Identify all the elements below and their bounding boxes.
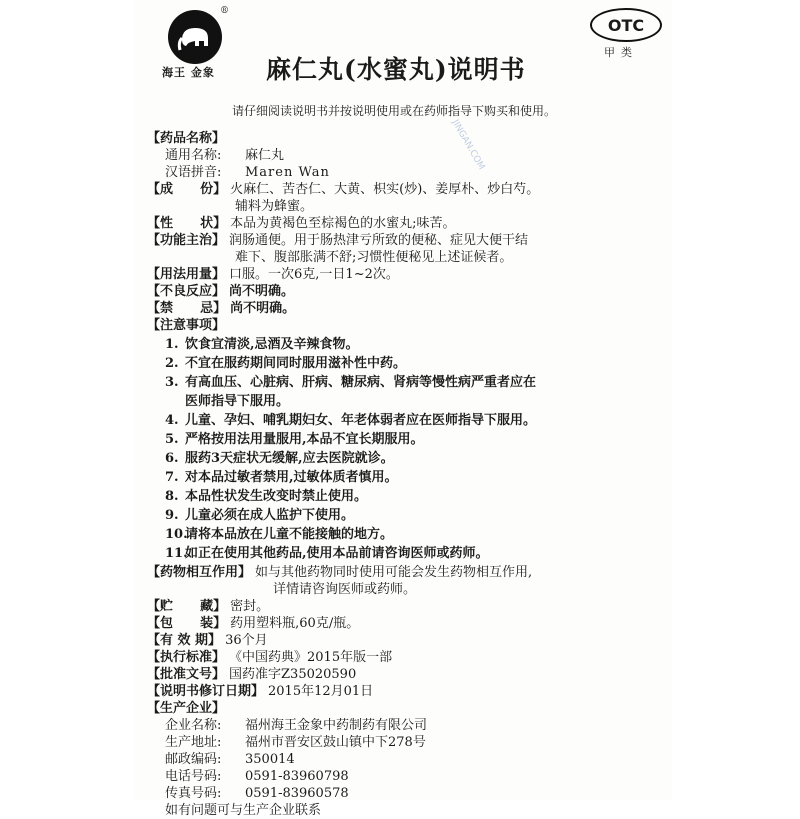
generic-name-label: 通用名称:	[165, 148, 222, 163]
contraindication-value: 尚不明确。	[230, 301, 296, 316]
precaution-number: 7.	[165, 470, 179, 485]
registered-mark: ®	[220, 6, 229, 16]
precaution-item	[147, 450, 667, 467]
precaution-text: 服药3天症状无缓解,应去医院就诊。	[185, 451, 394, 466]
precaution-item	[147, 393, 667, 410]
leaflet-body	[147, 130, 667, 819]
manufacturer-field	[147, 717, 667, 734]
validity-heading: 【有 效 期】	[147, 633, 222, 648]
precaution-item	[147, 431, 667, 448]
usage-warning: 请仔细阅读说明书并按说明使用或在药师指导下购买和使用。	[232, 104, 557, 118]
composition-value: 火麻仁、苦杏仁、大黄、枳实(炒)、姜厚朴、炒白芍。	[230, 182, 540, 197]
character-heading: 【性 状】	[147, 216, 227, 231]
adverse-value: 尚不明确。	[229, 284, 295, 299]
interaction-value-2: 详情请咨询医师或药师。	[273, 582, 417, 597]
pinyin-value: Maren Wan	[245, 165, 330, 180]
precaution-item	[147, 355, 667, 372]
otc-badge: OTC	[590, 8, 662, 42]
revision-date-value: 2015年12月01日	[268, 684, 374, 699]
manufacturer-field-label: 电话号码:	[165, 769, 222, 784]
otc-class-label: 甲类	[604, 46, 638, 59]
manufacturer-field	[147, 768, 667, 785]
manufacturer-details	[147, 717, 667, 802]
precaution-item	[147, 507, 667, 524]
precaution-item	[147, 412, 667, 429]
precaution-number: 4.	[165, 413, 179, 428]
storage-value: 密封。	[230, 599, 270, 614]
adverse-heading: 【不良反应】	[147, 284, 226, 299]
composition-value-2: 辅料为蜂蜜。	[235, 199, 314, 214]
precaution-text: 儿童必须在成人监护下使用。	[185, 508, 355, 523]
precaution-item	[147, 374, 667, 391]
manufacturer-field-value: 福州市晋安区鼓山镇中下278号	[245, 735, 426, 750]
interaction-heading: 【药物相互作用】	[147, 565, 252, 580]
precaution-text: 请将本品放在儿童不能接触的地方。	[185, 527, 394, 542]
precaution-text: 饮食宜清淡,忌酒及辛辣食物。	[185, 337, 359, 352]
drug-name-heading: 【药品名称】	[147, 131, 226, 146]
precautions-heading: 【注意事项】	[147, 318, 226, 333]
contraindication-heading: 【禁 忌】	[147, 301, 227, 316]
precaution-text: 本品性状发生改变时禁止使用。	[185, 489, 368, 504]
manufacturer-field-label: 邮政编码:	[165, 752, 222, 767]
standard-value: 《中国药典》2015年版一部	[229, 650, 393, 665]
approval-value: 国药准字Z35020590	[229, 667, 357, 682]
elephant-logo-icon	[168, 10, 222, 64]
watermark: JINGAN.COM	[449, 118, 487, 172]
precaution-number: 3.	[165, 375, 179, 390]
precaution-number: 10.	[165, 527, 188, 542]
precaution-text: 对本品过敏者禁用,过敏体质者慎用。	[185, 470, 398, 485]
precaution-number: 8.	[165, 489, 179, 504]
precaution-number	[165, 393, 185, 410]
brand-name: 海王 金象	[162, 66, 215, 79]
precaution-text: 严格按用法用量服用,本品不宜长期服用。	[185, 432, 424, 447]
manufacturer-heading: 【生产企业】	[147, 701, 226, 716]
manufacturer-field-value: 0591-83960798	[245, 769, 349, 784]
precautions-list	[147, 336, 667, 562]
precaution-item	[147, 526, 667, 543]
manufacturer-field	[147, 785, 667, 802]
precaution-number: 2.	[165, 356, 179, 371]
precaution-text: 不宜在服药期间同时服用滋补性中药。	[185, 356, 407, 371]
composition-heading: 【成 份】	[147, 182, 227, 197]
precaution-text: 如正在使用其他药品,使用本品前请咨询医师或药师。	[185, 546, 489, 561]
validity-value: 36个月	[225, 633, 268, 648]
precaution-item	[147, 469, 667, 486]
indication-heading: 【功能主治】	[147, 233, 226, 248]
document-title: 麻仁丸(水蜜丸)说明书	[266, 55, 526, 84]
manufacturer-field-label: 传真号码:	[165, 786, 222, 801]
usage-value: 口服。一次6克,一日1~2次。	[229, 267, 399, 282]
indication-value-2: 难下、腹部胀满不舒;习惯性便秘见上述证候者。	[235, 250, 513, 265]
precaution-number: 5.	[165, 432, 179, 447]
approval-heading: 【批准文号】	[147, 667, 226, 682]
contact-note: 如有问题可与生产企业联系	[165, 803, 322, 818]
interaction-value: 如与其他药物同时使用可能会发生药物相互作用,	[255, 565, 533, 580]
precaution-number: 11.	[165, 546, 188, 561]
precaution-number: 9.	[165, 508, 179, 523]
generic-name-value: 麻仁丸	[245, 148, 285, 163]
pinyin-label: 汉语拼音:	[165, 165, 222, 180]
revision-date-heading: 【说明书修订日期】	[147, 684, 265, 699]
precaution-item	[147, 336, 667, 353]
manufacturer-field-value: 0591-83960578	[245, 786, 349, 801]
usage-heading: 【用法用量】	[147, 267, 226, 282]
character-value: 本品为黄褐色至棕褐色的水蜜丸;味苦。	[230, 216, 456, 231]
package-value: 药用塑料瓶,60克/瓶。	[230, 616, 360, 631]
precaution-number: 6.	[165, 451, 179, 466]
indication-value: 润肠通便。用于肠热津亏所致的便秘、症见大便干结	[229, 233, 529, 248]
precaution-text: 医师指导下服用。	[185, 394, 290, 409]
precaution-item	[147, 488, 667, 505]
precaution-text: 儿童、孕妇、哺乳期妇女、年老体弱者应在医师指导下服用。	[185, 413, 537, 428]
precaution-number: 1.	[165, 337, 179, 352]
manufacturer-field	[147, 734, 667, 751]
manufacturer-field-value: 福州海王金象中药制药有限公司	[245, 718, 428, 733]
storage-heading: 【贮 藏】	[147, 599, 227, 614]
package-heading: 【包 装】	[147, 616, 227, 631]
manufacturer-field-label: 生产地址:	[165, 735, 222, 750]
precaution-text: 有高血压、心脏病、肝病、糖尿病、肾病等慢性病严重者应在	[185, 375, 537, 390]
standard-heading: 【执行标准】	[147, 650, 226, 665]
manufacturer-field-value: 350014	[245, 752, 295, 767]
manufacturer-field	[147, 751, 667, 768]
manufacturer-field-label: 企业名称:	[165, 718, 222, 733]
precaution-item	[147, 545, 667, 562]
